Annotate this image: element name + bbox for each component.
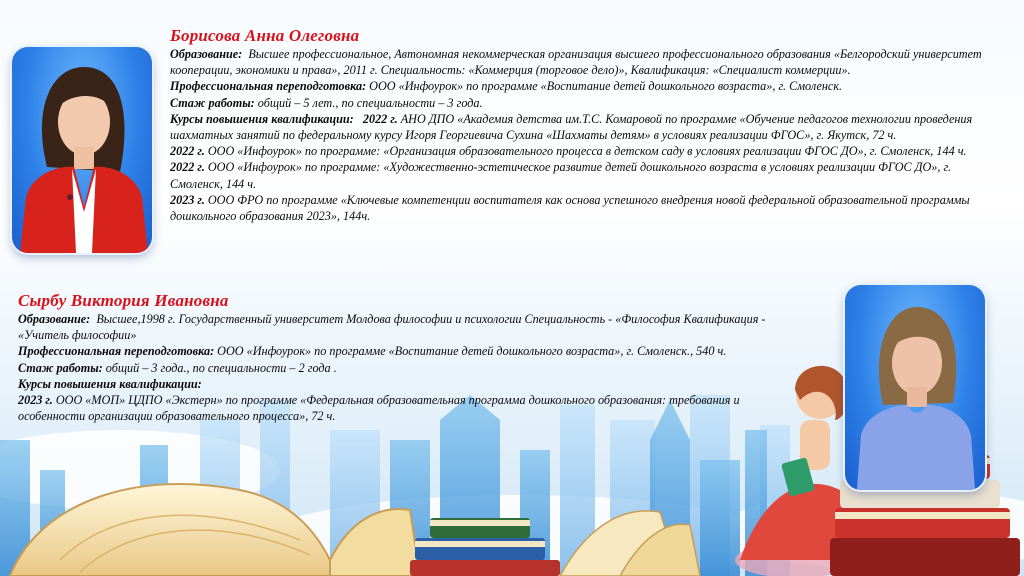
retraining-label: Профессиональная переподготовка: — [18, 344, 215, 359]
person-1-course-2 — [170, 143, 1000, 159]
course-text: ООО «Инфоурок» по программе: «Организация образовательного процесса в детском саду в условиях реализации ФГОС ДО», г. Смоленск, 144 ч. — [207, 144, 967, 159]
retraining-text: ООО «Инфоурок» по программе «Воспитание детей дошкольного возраста», г. Смоленск. — [369, 79, 843, 94]
education-text: Высшее,1998 г. Государственный университет Молдова философии и психологии Специальность - «Философия Квалификация - «Учитель философии» — [18, 312, 766, 343]
course-text: ООО «МОП» ЦДПО «Экстерн» по программе «Федеральная образовательная программа дошкольного образования: требования и особенности организации образовательного процесса», 72 ч. — [18, 393, 740, 424]
course-text: ООО «Инфоурок» по программе: «Художественно-эстетическое развитие детей дошкольного возраста в условиях реализации ФГОС ДО», г. Смоленск, 144 ч. — [170, 160, 952, 191]
woman-portrait-icon-2 — [845, 285, 985, 490]
course-year: 2023 г. — [18, 393, 53, 408]
person-1-retraining — [170, 78, 1000, 94]
courses-label: Курсы повышения квалификации: — [170, 111, 354, 126]
experience-text: общий – 5 лет., по специальности – 3 года. — [257, 95, 483, 110]
retraining-label: Профессиональная переподготовка: — [170, 79, 367, 94]
person-2-course-1 — [18, 392, 808, 424]
experience-label: Стаж работы: — [170, 95, 255, 110]
education-label: Образование: — [18, 312, 91, 326]
person-2-experience — [18, 360, 808, 376]
education-text: Высшее профессиональное, Автономная некоммерческая организация высшего профессионального образования «Белгородский университет кооперации, экономики и права», 2011 г. Специальность: «Коммерция (торговое дело)», Квалификация: «Специалист коммерции». — [170, 47, 982, 78]
courses-label: Курсы повышения квалификации: — [18, 376, 202, 391]
person-2-education — [18, 311, 808, 343]
person-2-info — [18, 291, 808, 424]
person-1-experience — [170, 95, 1000, 111]
person-1-education — [170, 46, 1000, 78]
person-1-info — [170, 26, 1000, 224]
portrait-photo-1 — [12, 47, 152, 253]
retraining-text: ООО «Инфоурок» по программе «Воспитание детей дошкольного возраста», г. Смоленск., 540 ч. — [217, 344, 727, 359]
person-2-retraining — [18, 343, 808, 359]
person-1-course-4 — [170, 192, 1000, 224]
person-2-name: Сырбу Виктория Ивановна — [18, 291, 229, 310]
person-1-course-3 — [170, 159, 1000, 191]
person-1-name: Борисова Анна Олеговна — [170, 26, 360, 45]
portrait-photo-2 — [845, 285, 985, 490]
course-year: 2022 г. — [170, 160, 205, 175]
course-year: 2022 г. — [170, 144, 205, 159]
education-label: Образование: — [170, 47, 243, 61]
experience-label: Стаж работы: — [18, 360, 103, 375]
course-text: ООО ФРО по программе «Ключевые компетенции воспитателя как основа успешного внедрения новой федеральной образовательной программы дошкольного образования 2023», 144ч. — [170, 192, 970, 224]
woman-portrait-icon — [12, 47, 152, 253]
person-1-courses — [170, 111, 1000, 143]
person-2-courses — [18, 376, 808, 392]
course-year: 2023 г. — [170, 192, 205, 207]
experience-text: общий – 3 года., по специальности – 2 года . — [105, 360, 337, 375]
course-text: АНО ДПО «Академия детства им.Т.С. Комаровой по программе «Обучение педагогов технологии проведения шахматных занятий по федеральному курсу Игоря Георгиевича Сухина «Шахматы детям» в условиях реализации ФГОС», г. Якутск, 72 ч. — [170, 111, 973, 143]
course-year: 2022 г. — [362, 111, 398, 126]
